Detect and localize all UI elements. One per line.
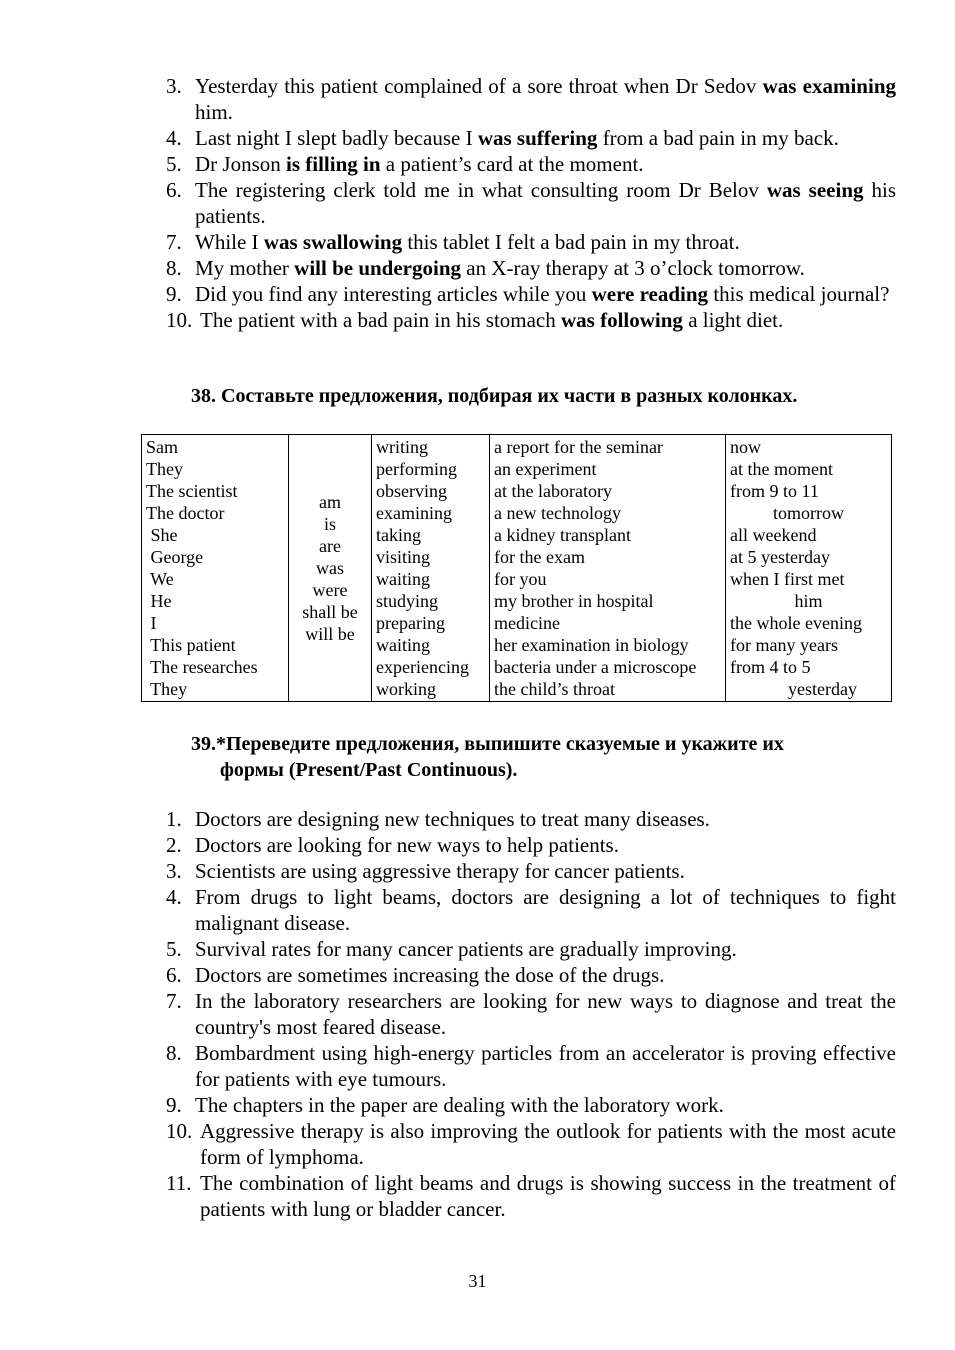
- object-cell: a report for the seminar: [494, 437, 663, 457]
- sentence-text: Doctors are looking for new ways to help patients.: [195, 833, 619, 857]
- item-number: 7.: [166, 989, 182, 1013]
- object-cell: an experiment: [494, 459, 597, 479]
- time-expression-cell: when I first met: [730, 569, 845, 589]
- participle-cell: performing: [376, 459, 457, 479]
- verb-form: was examining: [762, 74, 897, 98]
- object-cell: my brother in hospital: [494, 591, 654, 611]
- sentence-item: [166, 229, 896, 255]
- exercise-39-heading-line1: 39.*Переведите предложения, выпишите сказуемые и укажите их: [191, 733, 784, 755]
- time-expression-cell: at the moment: [730, 459, 833, 479]
- sentence-text: While I: [195, 230, 264, 254]
- exercise-39-heading-line2: формы (Present/Past Continuous).: [220, 759, 518, 781]
- participle-cell: visiting: [376, 547, 431, 567]
- time-expression-cell: yesterday: [788, 679, 857, 699]
- participle-cell: waiting: [376, 569, 430, 589]
- object-cell: a kidney transplant: [494, 525, 631, 545]
- participle-cell: waiting: [376, 635, 430, 655]
- item-number: 6.: [166, 963, 182, 987]
- auxiliary-verb-cell: was: [316, 558, 344, 578]
- sentence-item: [166, 255, 896, 281]
- sentence-text: Doctors are sometimes increasing the dose of the drugs.: [195, 963, 665, 987]
- sentence-text: Aggressive therapy is also improving the outlook for patients with the most acute form of lymphoma.: [200, 1119, 896, 1169]
- verb-form: was suffering: [477, 126, 598, 150]
- item-number: 9.: [166, 282, 182, 306]
- sentence-text: Bombardment using high-energy particles from an accelerator is proving effective for patients with eye tumours.: [195, 1041, 896, 1091]
- item-number: 6.: [166, 178, 182, 202]
- time-expression-cell: all weekend: [730, 525, 817, 545]
- sentence-item: [166, 125, 896, 151]
- auxiliary-verb-cell: shall be: [302, 602, 358, 622]
- subject-cell: The scientist: [146, 481, 238, 501]
- item-number: 8.: [166, 256, 182, 280]
- sentence-text: The patient with a bad pain in his stomach: [200, 308, 561, 332]
- item-number: 4.: [166, 885, 182, 909]
- object-cell: for you: [494, 569, 547, 589]
- participles-column: [372, 435, 490, 702]
- verb-form: will be undergoing: [294, 256, 462, 280]
- item-number: 3.: [166, 859, 182, 883]
- participle-cell: examining: [376, 503, 452, 523]
- exercise-39-sentences: [166, 806, 896, 1222]
- sentence-item: [166, 1092, 896, 1118]
- sentence-text: Survival rates for many cancer patients are gradually improving.: [195, 937, 737, 961]
- exercise-39-heading: [191, 731, 896, 783]
- sentence-text: In the laboratory researchers are looking for new ways to diagnose and treat the country's most feared disease.: [195, 989, 896, 1039]
- page-number: 31: [468, 1271, 487, 1291]
- sentence-parts-table: [141, 434, 892, 702]
- item-number: 2.: [166, 833, 182, 857]
- item-number: 10.: [166, 1119, 193, 1143]
- item-number: 5.: [166, 937, 182, 961]
- verb-form: was swallowing: [263, 230, 403, 254]
- sentence-text: Yesterday this patient complained of a sore throat when Dr Sedov: [195, 74, 763, 98]
- sentence-text: a patient’s card at the moment.: [380, 152, 644, 176]
- time-expression-cell: the whole evening: [730, 613, 862, 633]
- subject-cell: The doctor: [146, 503, 225, 523]
- exercise-37-sentences: [166, 73, 896, 333]
- auxiliary-verb-cell: is: [323, 514, 336, 534]
- subject-cell: Sam: [146, 437, 179, 457]
- auxiliary-verb-cell: were: [312, 580, 348, 600]
- object-cell: the child’s throat: [494, 679, 615, 699]
- objects-column: [490, 435, 726, 702]
- object-cell: at the laboratory: [494, 481, 612, 501]
- sentence-text: from a bad pain in my back.: [597, 126, 839, 150]
- sentence-text: this medical journal?: [708, 282, 890, 306]
- auxiliary-verb-cell: am: [319, 492, 341, 512]
- participle-cell: working: [376, 679, 436, 699]
- object-cell: a new technology: [494, 503, 621, 523]
- sentence-text: an X-ray therapy at 3 o’clock tomorrow.: [461, 256, 805, 280]
- sentence-item: [166, 806, 896, 832]
- auxiliary-verbs-column: [289, 435, 372, 702]
- participle-cell: taking: [376, 525, 421, 545]
- sentence-text: him.: [195, 100, 233, 124]
- time-expression-cell: at 5 yesterday: [730, 547, 830, 567]
- item-number: 8.: [166, 1041, 182, 1065]
- sentence-text: My mother: [195, 256, 295, 280]
- exercise-38-heading: 38. Составьте предложения, подбирая их части в разных колонках.: [191, 385, 798, 407]
- sentence-text: Did you find any interesting articles while you: [195, 282, 592, 306]
- sentence-item: [166, 281, 896, 307]
- sentence-item: [166, 73, 896, 125]
- sentence-item: [166, 988, 896, 1040]
- sentence-text: Last night I slept badly because I: [195, 126, 478, 150]
- time-expression-cell: tomorrow: [773, 503, 844, 523]
- item-number: 1.: [166, 807, 182, 831]
- item-number: 7.: [166, 230, 182, 254]
- sentence-text: The registering clerk told me in what consulting room Dr Belov: [195, 178, 767, 202]
- time-expression-cell: him: [794, 591, 823, 611]
- sentence-text: The combination of light beams and drugs is showing success in the treatment of patients with lung or bladder cancer.: [200, 1171, 896, 1221]
- subject-cell: She: [146, 525, 178, 545]
- auxiliary-verb-cell: are: [319, 536, 341, 556]
- verb-form: is filling in: [286, 152, 381, 176]
- verb-form: was following: [561, 308, 683, 332]
- time-expression-cell: from 4 to 5: [730, 657, 811, 677]
- time-expression-cell: for many years: [730, 635, 838, 655]
- participle-cell: writing: [376, 437, 428, 457]
- subjects-column: [142, 435, 289, 702]
- auxiliary-verb-cell: will be: [305, 624, 355, 644]
- object-cell: her examination in biology: [494, 635, 689, 655]
- item-number: 5.: [166, 152, 182, 176]
- sentence-item: [166, 832, 896, 858]
- object-cell: for the exam: [494, 547, 585, 567]
- sentence-item: [166, 1118, 896, 1170]
- participle-cell: studying: [376, 591, 439, 611]
- item-number: 10.: [166, 308, 193, 332]
- sentence-item: [166, 858, 896, 884]
- item-number: 9.: [166, 1093, 182, 1117]
- sentence-item: [166, 1040, 896, 1092]
- time-expressions-column: [726, 435, 892, 702]
- subject-cell: He: [146, 591, 172, 611]
- item-number: 11.: [166, 1171, 192, 1195]
- sentence-text: his patients.: [195, 178, 897, 228]
- participle-cell: observing: [376, 481, 447, 501]
- time-expression-cell: now: [730, 437, 761, 457]
- sentence-text: Doctors are designing new techniques to treat many diseases.: [195, 807, 710, 831]
- verb-form: were reading: [591, 282, 709, 306]
- participle-cell: preparing: [376, 613, 445, 633]
- sentence-item: [166, 177, 896, 229]
- item-number: 4.: [166, 126, 182, 150]
- item-number: 3.: [166, 74, 182, 98]
- time-expression-cell: from 9 to 11: [730, 481, 819, 501]
- object-cell: bacteria under a microscope: [494, 657, 697, 677]
- sentence-item: [166, 307, 896, 333]
- subject-cell: They: [146, 459, 183, 479]
- participle-cell: experiencing: [376, 657, 469, 677]
- subject-cell: I: [146, 613, 157, 633]
- verb-form: was seeing: [766, 178, 864, 202]
- sentence-text: The chapters in the paper are dealing with the laboratory work.: [195, 1093, 724, 1117]
- subject-cell: George: [146, 547, 204, 567]
- object-cell: medicine: [494, 613, 560, 633]
- sentence-text: this tablet I felt a bad pain in my throat.: [402, 230, 740, 254]
- sentence-text: a light diet.: [682, 308, 784, 332]
- sentence-text: Dr Jonson: [195, 152, 287, 176]
- sentence-text: Scientists are using aggressive therapy for cancer patients.: [195, 859, 685, 883]
- subject-cell: This patient: [146, 635, 236, 655]
- sentence-item: [166, 884, 896, 936]
- sentence-text: From drugs to light beams, doctors are designing a lot of techniques to fight malignant disease.: [195, 885, 896, 935]
- sentence-item: [166, 962, 896, 988]
- sentence-item: [166, 936, 896, 962]
- subject-cell: We: [146, 569, 174, 589]
- subject-cell: The researches: [146, 657, 258, 677]
- sentence-item: [166, 1170, 896, 1222]
- subject-cell: They: [146, 679, 188, 699]
- sentence-item: [166, 151, 896, 177]
